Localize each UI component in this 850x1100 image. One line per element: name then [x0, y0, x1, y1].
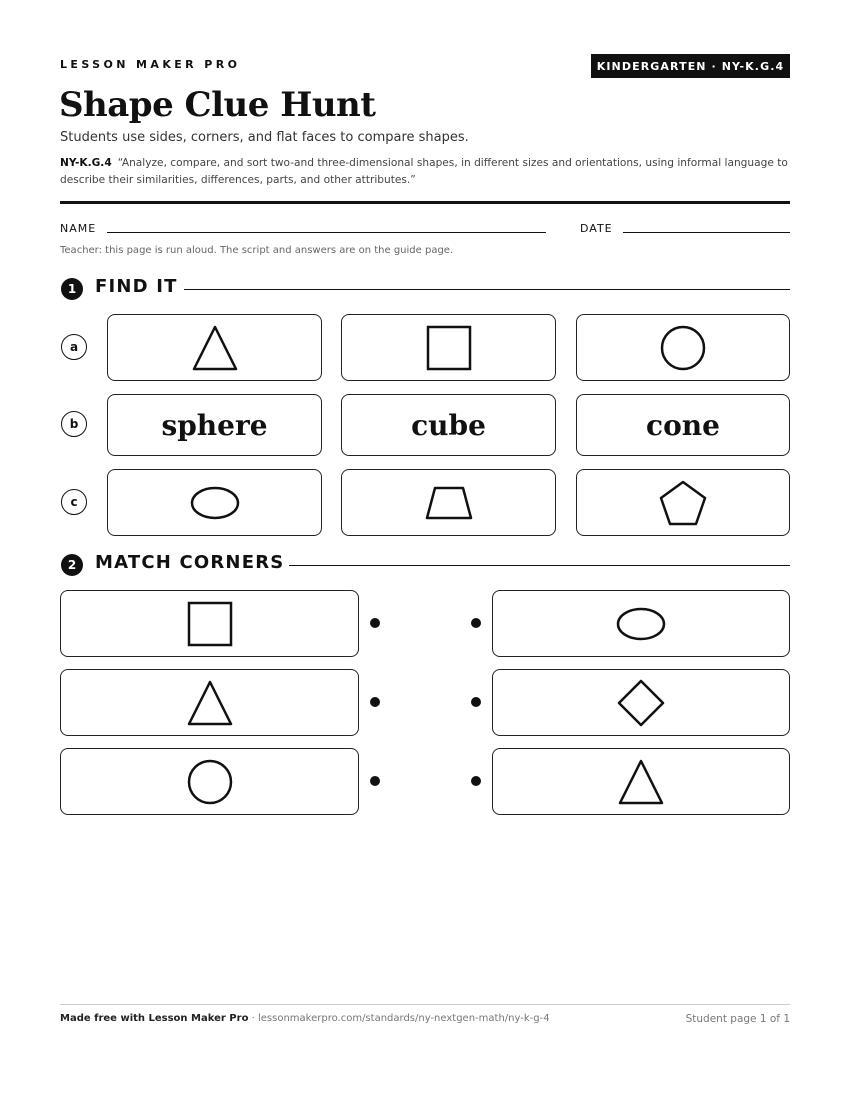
triangle-icon — [185, 678, 235, 728]
find-card-a3[interactable] — [576, 314, 790, 381]
standard-code: NY-K.G.4 — [60, 157, 112, 169]
find-card-b2[interactable] — [341, 394, 556, 456]
section-2-title: MATCH CORNERS — [95, 552, 285, 573]
square-icon — [424, 323, 474, 373]
footer-made-with: Made free with Lesson Maker Pro — [60, 1013, 249, 1024]
find-card-c3[interactable] — [576, 469, 790, 536]
shape-word-cone: cone — [646, 408, 720, 442]
name-label: NAME — [60, 222, 97, 235]
match-right-card-3[interactable] — [492, 748, 790, 815]
page-subtitle: Students use sides, corners, and flat faces to compare shapes. — [60, 130, 469, 145]
circle-icon — [658, 323, 708, 373]
footer-credit — [60, 1013, 550, 1024]
date-label: DATE — [580, 222, 613, 235]
row-marker-b: b — [61, 411, 87, 437]
match-right-dot-3[interactable] — [471, 776, 481, 786]
find-card-b1[interactable] — [107, 394, 322, 456]
row-marker-a: a — [61, 334, 87, 360]
match-left-card-3[interactable] — [60, 748, 359, 815]
find-card-a1[interactable] — [107, 314, 322, 381]
match-left-dot-1[interactable] — [370, 618, 380, 628]
shape-word-sphere: sphere — [161, 408, 268, 442]
section-2-number: 2 — [61, 554, 83, 576]
footer-divider — [60, 1004, 790, 1005]
teacher-note: Teacher: this page is run aloud. The script and answers are on the guide page. — [60, 245, 454, 256]
section-1-number: 1 — [61, 278, 83, 300]
section-2-rule — [289, 565, 790, 566]
oval-icon — [189, 483, 241, 523]
find-card-c1[interactable] — [107, 469, 322, 536]
match-right-dot-2[interactable] — [471, 697, 481, 707]
circle-icon — [185, 757, 235, 807]
match-right-dot-1[interactable] — [471, 618, 481, 628]
diamond-icon — [616, 678, 666, 728]
match-left-card-1[interactable] — [60, 590, 359, 657]
match-right-card-1[interactable] — [492, 590, 790, 657]
header-divider — [60, 201, 790, 204]
match-right-card-2[interactable] — [492, 669, 790, 736]
find-card-a2[interactable] — [341, 314, 556, 381]
page-title: Shape Clue Hunt — [59, 85, 376, 125]
standard-text: “Analyze, compare, and sort two-and three-dimensional shapes, in different sizes and orientations, using informal language to describe their similarities, differences, parts, and other attributes.” — [60, 157, 788, 186]
match-left-card-2[interactable] — [60, 669, 359, 736]
trapezoid-icon — [423, 483, 475, 523]
section-1-rule — [184, 289, 790, 290]
section-1-title: FIND IT — [95, 276, 178, 297]
square-icon — [185, 599, 235, 649]
triangle-icon — [616, 757, 666, 807]
footer-page-number: Student page 1 of 1 — [685, 1013, 790, 1025]
footer-url[interactable]: · lessonmakerpro.com/standards/ny-nextgen-math/ny-k-g-4 — [248, 1013, 550, 1024]
grade-badge: KINDERGARTEN · NY-K.G.4 — [591, 54, 790, 78]
match-left-dot-3[interactable] — [370, 776, 380, 786]
standard-description — [60, 155, 795, 189]
brand-name: LESSON MAKER PRO — [60, 58, 241, 71]
find-card-b3[interactable] — [576, 394, 790, 456]
name-field[interactable] — [107, 232, 546, 233]
shape-word-cube: cube — [411, 408, 486, 442]
row-marker-c: c — [61, 489, 87, 515]
oval-icon — [615, 604, 667, 644]
find-card-c2[interactable] — [341, 469, 556, 536]
triangle-icon — [190, 323, 240, 373]
date-field[interactable] — [623, 232, 790, 233]
pentagon-icon — [657, 478, 709, 528]
match-left-dot-2[interactable] — [370, 697, 380, 707]
